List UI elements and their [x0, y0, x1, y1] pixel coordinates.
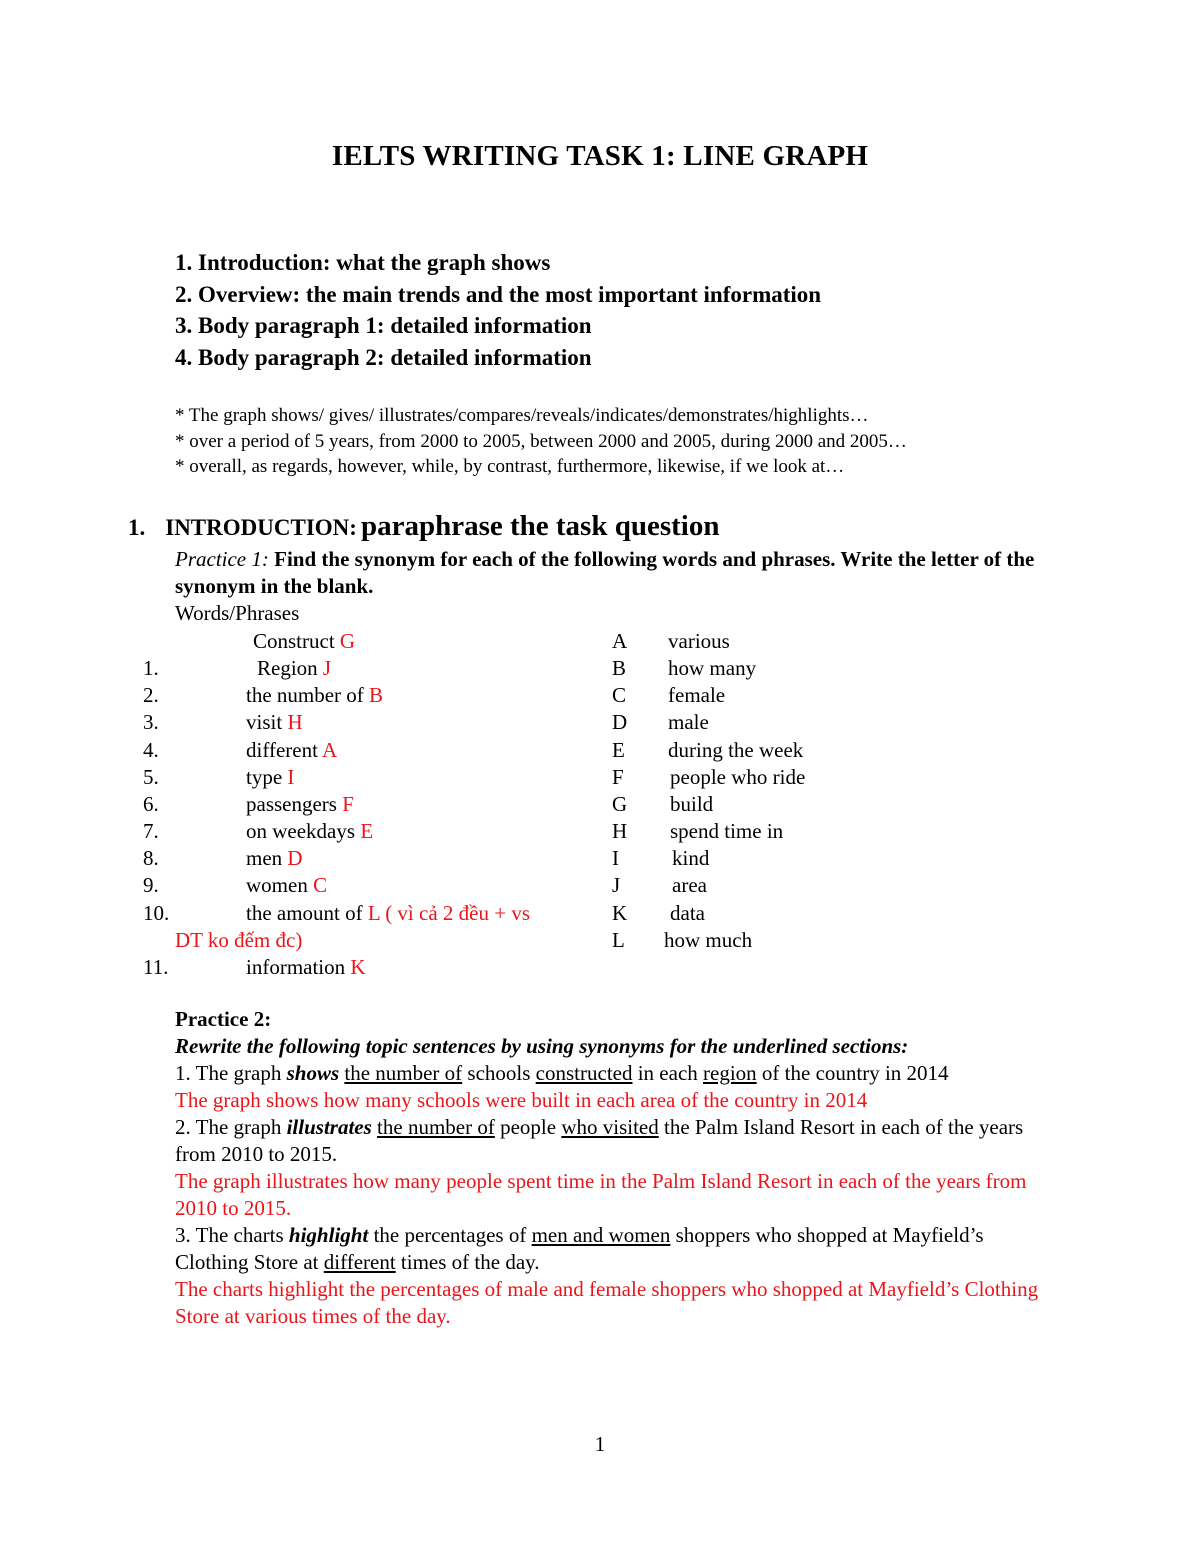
word-item [246, 872, 327, 899]
synonym-text: how much [664, 928, 753, 952]
synonym-text: various [668, 629, 730, 653]
sentence-text: 1. The graph [175, 1061, 287, 1085]
practice1-instruction [175, 546, 1055, 600]
synonym-letter: L [612, 928, 625, 952]
word-answer: J [322, 656, 332, 680]
synonym-letter: I [612, 846, 619, 870]
section-heading [128, 510, 719, 543]
synonym-text: kind [672, 846, 710, 870]
word-answer: G [339, 629, 356, 653]
word-item [246, 791, 354, 818]
practice2-heading: Practice 2: [175, 1007, 272, 1031]
outline-item: 2. Overview: the main trends and the most important information [175, 281, 822, 307]
word-number: 6. [143, 792, 159, 816]
practice2-block [175, 1006, 1045, 1330]
sentence-text: in each [632, 1061, 704, 1085]
word-item [246, 709, 303, 736]
word-text: type [246, 765, 288, 789]
synonym-text: area [672, 873, 707, 897]
word-answer: A [322, 738, 338, 762]
answer-sentence-1: The graph shows how many schools were built in each area of the country in 2014 [175, 1088, 868, 1112]
practice1-text: Find the synonym for each of the following words and phrases. Write the letter of the synonym in the blank. [175, 547, 1035, 598]
word-number: 9. [143, 873, 159, 897]
synonym-letter: C [612, 683, 627, 707]
word-text: men [246, 846, 288, 870]
word-number: 10. [143, 901, 170, 925]
section-number: 1. [128, 515, 146, 540]
word-text: visit [246, 710, 288, 734]
synonym-letter: J [612, 873, 621, 897]
word-item [246, 845, 303, 872]
word-number: 4. [143, 738, 159, 762]
word-item [246, 954, 366, 981]
word-item [246, 764, 294, 791]
words-header: Words/Phrases [175, 601, 300, 625]
underlined-phrase: constructed [535, 1061, 633, 1085]
sentence-text: the percentages of [368, 1223, 532, 1247]
useful-phrases [175, 403, 907, 480]
word-number: 2. [143, 683, 159, 707]
word-text: information [246, 955, 351, 979]
word-item [246, 900, 530, 927]
synonym-text: spend time in [670, 819, 784, 843]
outline-item: 1. Introduction: what the graph shows [175, 250, 551, 275]
underlined-phrase: the number of [344, 1061, 463, 1085]
underlined-phrase: the number of [377, 1115, 495, 1139]
word-answer: L ( vì cả 2 đều + vs [367, 901, 530, 925]
word-text: on weekdays [246, 819, 361, 843]
word-answer: E [360, 819, 374, 843]
section-name: INTRODUCTION: [165, 515, 357, 540]
sentence-text: the Palm Island Resort in each of the years from 2010 to 2015. [175, 1115, 1024, 1166]
sentence-text: times of the day. [395, 1250, 540, 1274]
section-description: paraphrase the task question [360, 510, 720, 542]
word-answer: B [369, 683, 384, 707]
outline-item: 3. Body paragraph 1: detailed information [175, 313, 592, 338]
word-number: 5. [143, 765, 159, 789]
sentence-text: 3. The charts [175, 1223, 289, 1247]
word-answer: K [350, 955, 366, 979]
synonym-text: build [670, 792, 714, 816]
word-text: the number of [246, 683, 370, 707]
synonym-text: male [668, 710, 709, 734]
word-answer-continued: DT ko đếm đc) [175, 928, 303, 952]
original-sentence-2 [175, 1114, 1045, 1168]
word-text: the amount of [246, 901, 368, 925]
word-item [246, 818, 373, 845]
synonym-letter: E [612, 738, 625, 762]
word-number: 8. [143, 846, 159, 870]
word-answer: H [287, 710, 303, 734]
underlined-phrase: who visited [561, 1115, 659, 1139]
underlined-phrase: different [323, 1250, 396, 1274]
essay-outline [175, 247, 821, 373]
word-item [246, 682, 383, 709]
word-text: women [246, 873, 314, 897]
practice1-label: Practice 1: [175, 547, 269, 571]
practice2-instruction: Rewrite the following topic sentences by using synonyms for the underlined sections: [175, 1034, 909, 1058]
original-sentence-3 [175, 1222, 1045, 1276]
synonym-text: data [670, 901, 705, 925]
word-text: Region [257, 656, 323, 680]
sentence-text: shoppers who shopped at Mayfield’s Clothing Store at [175, 1223, 984, 1274]
sentence-verb: shows [286, 1061, 340, 1085]
word-number: 1. [143, 656, 159, 680]
synonym-letter: F [612, 765, 624, 789]
synonym-letter: K [612, 901, 628, 925]
sentence-text: of the country in 2014 [756, 1061, 949, 1085]
word-number: 3. [143, 710, 159, 734]
phrase-note: * over a period of 5 years, from 2000 to 2005, between 2000 and 2005, during 2000 and 2005… [175, 430, 907, 452]
page-number: 1 [594, 1432, 606, 1456]
word-answer: F [342, 792, 354, 816]
sentence-text: people [494, 1115, 562, 1139]
page-title: IELTS WRITING TASK 1: LINE GRAPH [331, 140, 869, 172]
synonym-letter: B [612, 656, 627, 680]
synonym-letter: H [612, 819, 628, 843]
word-answer: D [287, 846, 303, 870]
synonym-letter: D [612, 710, 628, 734]
word-item [257, 655, 331, 682]
answer-sentence-2: The graph illustrates how many people spent time in the Palm Island Resort in each of the years from 2010 to 2015. [175, 1169, 1027, 1220]
word-answer: I [287, 765, 295, 789]
word-text: Construct [253, 629, 340, 653]
sentence-verb: illustrates [286, 1115, 372, 1139]
original-sentence-1 [175, 1060, 1045, 1087]
word-answer: C [313, 873, 328, 897]
synonym-text: during the week [668, 738, 804, 762]
word-number: 11. [143, 955, 169, 979]
phrase-note: * The graph shows/ gives/ illustrates/compares/reveals/indicates/demonstrates/highlights… [175, 405, 869, 426]
answer-sentence-3: The charts highlight the percentages of male and female shoppers who shopped at Mayfield’s Clothing Store at various times of the day. [175, 1277, 1039, 1328]
synonym-letter: A [612, 629, 628, 653]
example-word [253, 628, 355, 655]
synonym-text: how many [668, 656, 757, 680]
word-text: different [246, 738, 323, 762]
sentence-verb: highlight [288, 1223, 369, 1247]
sentence-text: schools [462, 1061, 536, 1085]
word-text: passengers [246, 792, 343, 816]
phrase-note: * overall, as regards, however, while, by contrast, furthermore, likewise, if we look at… [175, 456, 845, 477]
word-item [246, 737, 337, 764]
sentence-text: 2. The graph [175, 1115, 287, 1139]
synonym-text: people who ride [670, 765, 806, 789]
synonym-text: female [668, 683, 726, 707]
outline-item: 4. Body paragraph 2: detailed information [175, 344, 592, 370]
synonym-letter: G [612, 792, 628, 816]
underlined-phrase: men and women [531, 1223, 671, 1247]
word-number: 7. [143, 819, 159, 843]
underlined-phrase: region [703, 1061, 757, 1085]
